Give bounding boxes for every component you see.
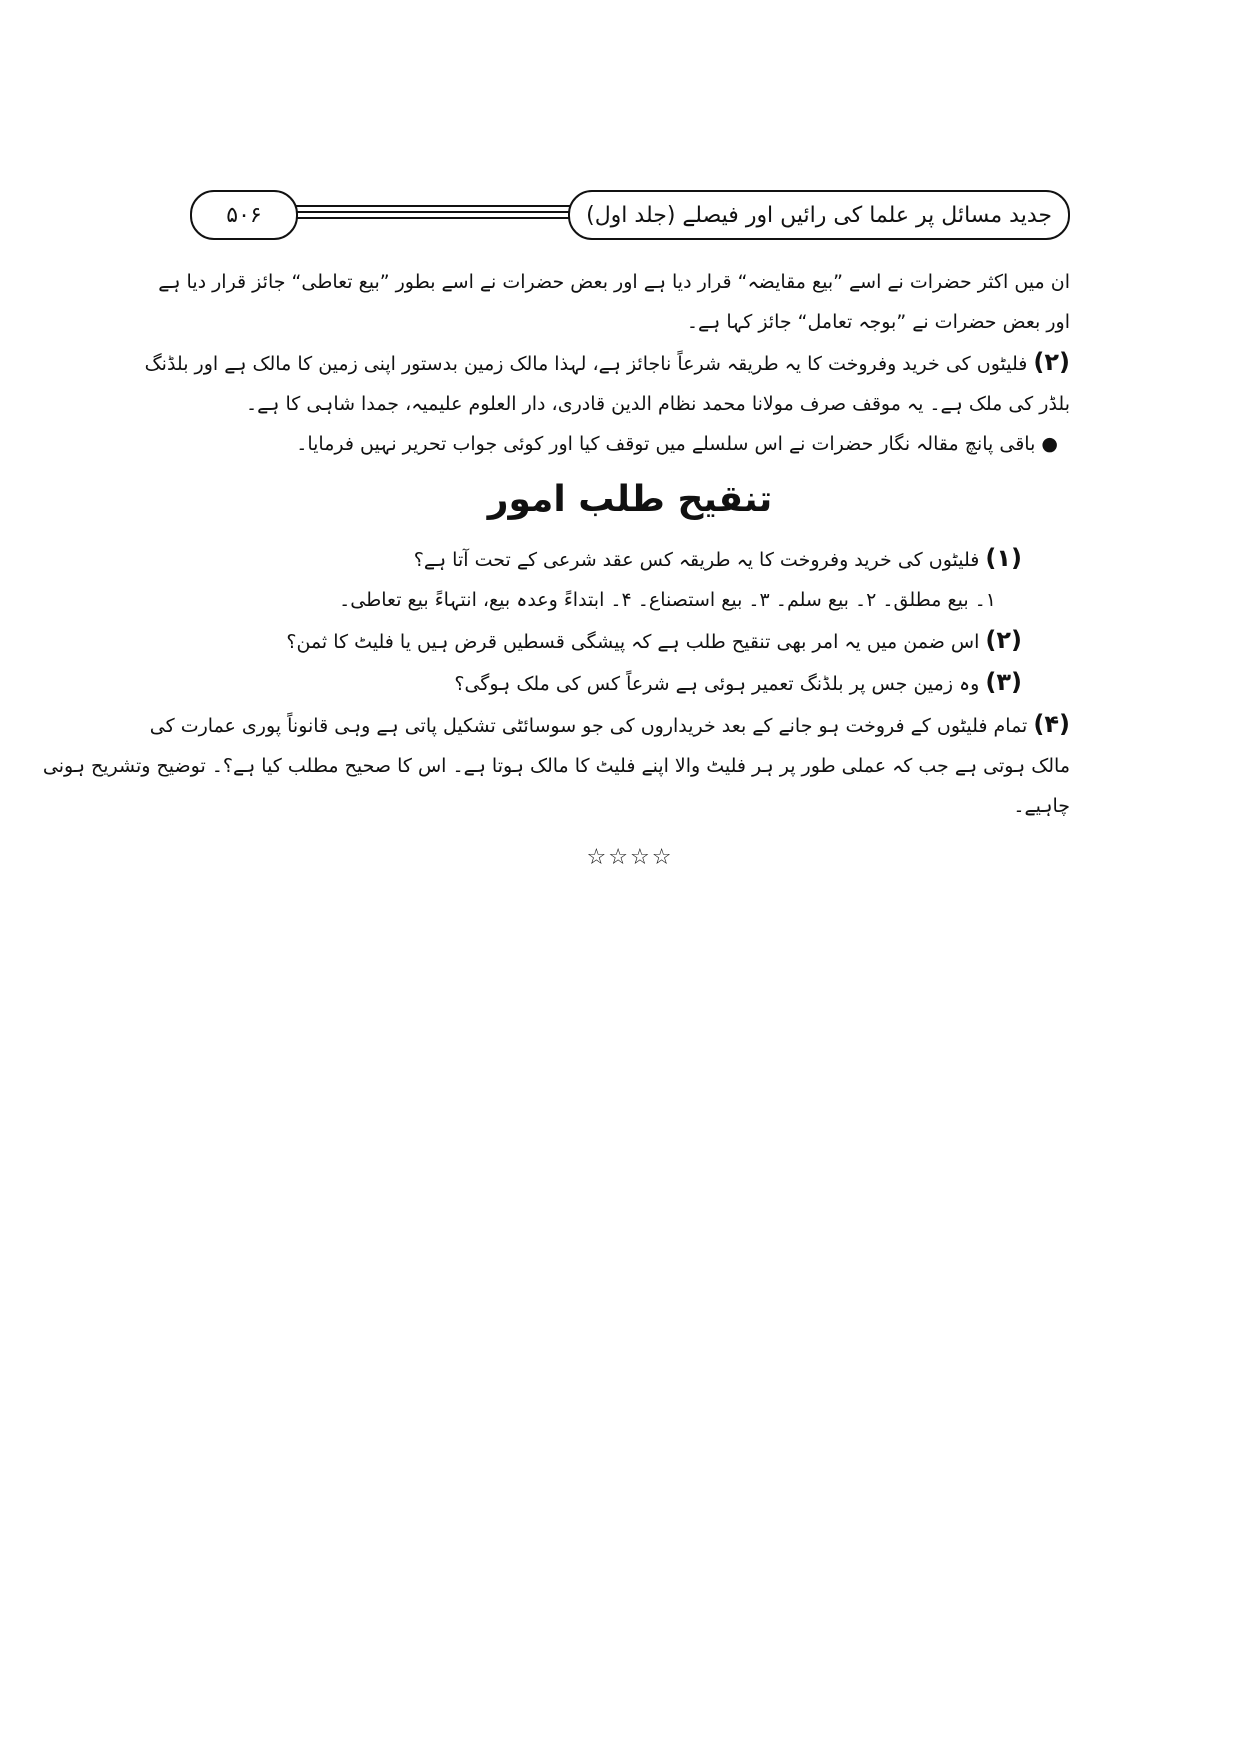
question-3-text: وہ زمین جس پر بلڈنگ تعمیر ہوئی ہے شرعاً کس کی ملک ہوگی؟ xyxy=(454,673,980,695)
book-title-box xyxy=(568,190,1070,240)
opinion-2-number: (۲) xyxy=(1033,348,1070,376)
question-2-number: (۲) xyxy=(985,626,1022,654)
question-4-number: (۴) xyxy=(1033,710,1070,738)
book-title: جدید مسائل پر علما کی رائیں اور فیصلے (جلد اول) xyxy=(586,202,1052,228)
question-1-text: فلیٹوں کی خرید وفروخت کا یہ طریقہ کس عقد شرعی کے تحت آتا ہے؟ xyxy=(413,549,980,571)
question-3-number: (۳) xyxy=(985,668,1022,696)
question-1 xyxy=(190,538,1070,580)
opinion-2 xyxy=(144,342,1070,424)
bullet-text: باقی پانچ مقالہ نگار حضرات نے اس سلسلے میں توقف کیا اور کوئی جواب تحریر نہیں فرمایا۔ xyxy=(296,433,1036,455)
opinion-2-line-2: بلڈر کی ملک ہے۔ یہ موقف صرف مولانا محمد نظام الدین قادری، دار العلوم علیمیہ، جمدا شاہی کا ہے۔ xyxy=(246,393,1070,415)
question-4-line-1: تمام فلیٹوں کے فروخت ہو جانے کے بعد خریداروں کی جو سوسائٹی تشکیل پاتی ہے وہی قانوناً پوری عمارت کی xyxy=(149,715,1028,737)
question-1-number: (۱) xyxy=(985,544,1022,572)
question-1-options-text: ۱۔ بیع مطلق۔ ۲۔ بیع سلم۔ ۳۔ بیع استصناع۔ ۴۔ ابتداءً وعدہ بیع، انتہاءً بیع تعاطی۔ xyxy=(339,589,996,611)
section-end-stars: ☆☆☆☆ xyxy=(586,845,674,870)
opinion-2-line-1: فلیٹوں کی خرید وفروخت کا یہ طریقہ شرعاً ناجائز ہے، لہذا مالک زمین بدستور اپنی زمین کا مالک ہے اور بلڈنگ xyxy=(144,353,1028,375)
question-3 xyxy=(190,662,1070,704)
page-header xyxy=(190,190,1070,240)
question-2-text: اس ضمن میں یہ امر بھی تنقیح طلب ہے کہ پیشگی قسطیں قرض ہیں یا فلیٹ کا ثمن؟ xyxy=(286,631,980,653)
question-4-line-3: چاہیے۔ xyxy=(1013,795,1070,817)
intro-line-2: اور بعض حضرات نے ”بوجہ تعامل“ جائز کہا ہے۔ xyxy=(686,311,1070,333)
question-4-line-2: مالک ہوتی ہے جب کہ عملی طور پر ہر فلیٹ والا اپنے فلیٹ کا مالک ہوتا ہے۔ اس کا صحیح مطلب کیا ہے؟۔ توضیح وتشریح ہونی xyxy=(42,755,1070,777)
question-2 xyxy=(190,620,1070,662)
bullet-paragraph xyxy=(190,424,1070,464)
question-1-options xyxy=(190,580,1070,620)
page-number-box xyxy=(190,190,298,240)
page-body xyxy=(42,262,1070,878)
section-heading: تنقیح طلب امور xyxy=(487,479,773,520)
intro-line-1: ان میں اکثر حضرات نے اسے ”بیع مقایضہ“ قرار دیا ہے اور بعض حضرات نے اسے بطور ”بیع تعاطی“ جائز قرار دیا ہے xyxy=(158,271,1070,293)
page-number: ۵۰۶ xyxy=(226,202,262,228)
question-4 xyxy=(42,704,1070,826)
bullet-dot: ● xyxy=(1041,433,1058,455)
